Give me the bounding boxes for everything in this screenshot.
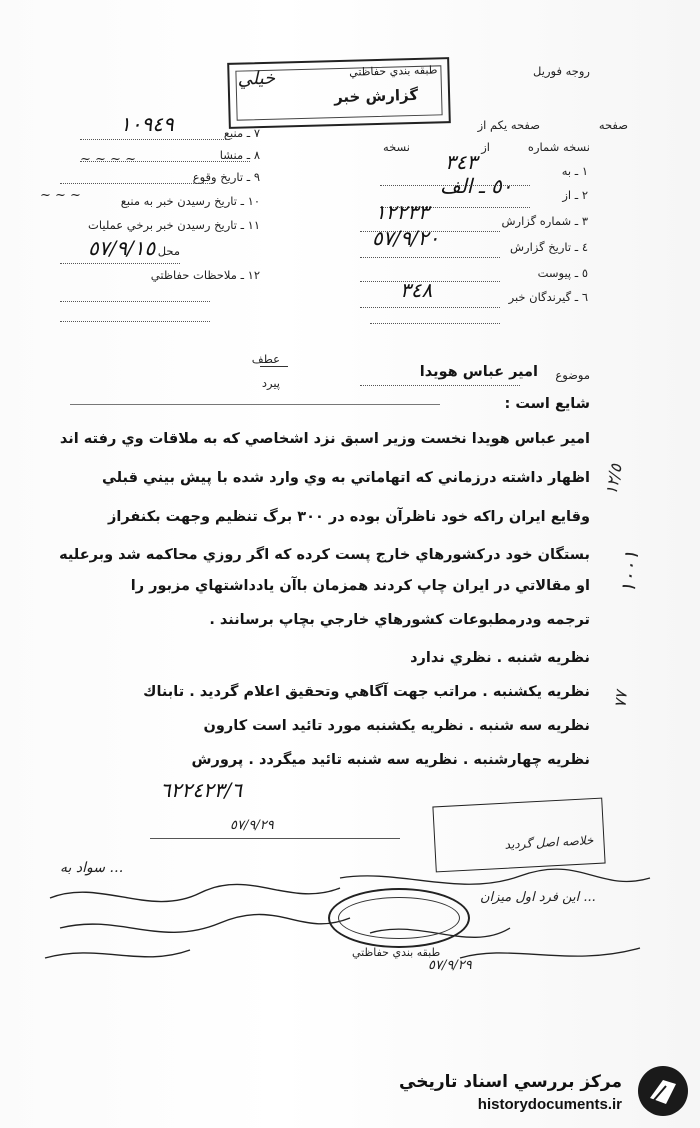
- body-line: ترجمه ودرمطبوعات كشورهاي خارجي بچاپ برسانند .: [209, 612, 590, 628]
- copy-from: از: [481, 140, 490, 154]
- field8-label: ٨ ـ منشا: [219, 148, 260, 162]
- page-label: صفحه يكم از: [477, 118, 540, 132]
- field1-value: ٣٤٣: [445, 150, 478, 174]
- field5-label: ٥ ـ پيوست: [537, 266, 588, 280]
- opinion-line: نظريه يكشنبه . مراتب جهت آگاهي وتحقيق اعلام گرديد . تابناك: [143, 684, 590, 700]
- peerd-label: پيرد: [261, 376, 280, 390]
- field11b-label: محل: [157, 244, 180, 258]
- body-line: او مقالاتي در ايران چاپ كردند همزمان باآن يادداشتهاي مزبور را: [130, 578, 590, 594]
- field7-value: ١٠٩٤٩: [120, 112, 174, 136]
- body-line: وقايع ايران راكه خود ناظرآن بوده در ٣٠٠ برگ تنظيم وجهت بكنفراز: [108, 509, 590, 525]
- opinion-line: نظريه شنبه . نظري ندارد: [410, 650, 590, 666]
- field7-label: ٧ ـ منبع: [223, 126, 260, 140]
- subject-label: موضوع: [555, 368, 590, 382]
- body-opening: شايع است :: [504, 396, 590, 412]
- field3-label: ٣ ـ شماره گزارش: [501, 214, 588, 228]
- stamp-line1: طبقه بندي حفاظتي: [349, 63, 438, 79]
- logo-title: مركز بررسي اسناد تاريخي: [399, 1072, 622, 1092]
- classification-stamp: [227, 57, 451, 129]
- box-stamp-text: خلاصه اصل گرديد: [504, 833, 594, 852]
- opinion-line: نظريه چهارشنبه . نظريه سه شنبه تائيد ميگردد . پرورش: [191, 752, 590, 768]
- history-documents-logo-icon: [636, 1064, 690, 1118]
- field2-label: ٢ ـ از: [562, 188, 588, 202]
- copy-label: نسخه شماره: [527, 140, 590, 154]
- field6-label: ٦ ـ گيرندگان خبر: [508, 290, 588, 304]
- handwritten-note-left: سواد به …: [60, 860, 124, 876]
- opinion-line: نظريه سه شنبه . نظريه يكشنبه مورد تائيد است كارون: [203, 718, 590, 734]
- field10-scribble: ~ ~ ~: [40, 188, 81, 203]
- form-header-label: روجه فوريل: [533, 64, 590, 78]
- body-line: امير عباس هويدا نخست وزير اسبق نزد اشخاصي كه به ملاقات وي رفته اند: [59, 431, 590, 447]
- page-label-2: صفحه: [598, 118, 628, 132]
- field6-value: ٣٤٨: [400, 278, 433, 302]
- stamp-handwriting: خيلي: [237, 67, 276, 90]
- handwritten-note-right: اين فرد اول ميزان ...: [480, 890, 596, 905]
- handwritten-date: ٥٧/٩/٢٩: [230, 818, 274, 833]
- field11-label: ١١ ـ تاريخ رسيدن خبر برخي عمليات: [88, 218, 260, 232]
- body-line: بستگان خود دركشورهاي خارج پست كرده كه اگر روزي محاكمه شد وبرعليه: [59, 547, 590, 563]
- field12-label: ١٢ ـ ملاحظات حفاظتي: [150, 268, 260, 282]
- round-stamp: [328, 888, 470, 948]
- subject-value: امير عباس هويدا: [419, 364, 538, 380]
- field9-scribble: ~ ~ ~ ~: [80, 152, 136, 167]
- field3-value: ١٢٢٣٣: [375, 200, 429, 224]
- handwritten-file-number: ٦٢٢٤٢٣/٦: [160, 778, 242, 802]
- field2-value: ٥٠ ـ الف: [440, 174, 513, 198]
- stamp-line2: گزارش خبر: [333, 85, 419, 107]
- field4-value: ٥٧/٩/٢٠: [372, 226, 440, 250]
- field4-label: ٤ ـ تاريخ گزارش: [509, 240, 588, 254]
- logo-url[interactable]: historydocuments.ir: [477, 1096, 622, 1113]
- field10-label: ١٠ ـ تاريخ رسيدن خبر به منبع: [120, 194, 260, 208]
- round-stamp-caption: طبقه بندي حفاظتي: [352, 946, 441, 959]
- copy-suffix: نسخه: [382, 140, 410, 154]
- field9-label: ٩ ـ تاريخ وقوع: [192, 170, 260, 184]
- body-line: اظهار داشته درزماني كه اتهاماتي به وي وارد شده با پيش بيني قبلي: [101, 470, 590, 486]
- field1-label: ١ ـ به: [561, 164, 588, 178]
- atf-label: عطف: [251, 352, 280, 366]
- margin-note: ١٢/٥: [601, 462, 626, 497]
- bottom-date: ٥٧/٩/٢٩: [428, 958, 472, 973]
- margin-note: ١٠٠١: [615, 549, 644, 595]
- field11-value: ٥٧/٩/١٥: [88, 236, 156, 260]
- margin-note: ٧٧: [610, 690, 631, 709]
